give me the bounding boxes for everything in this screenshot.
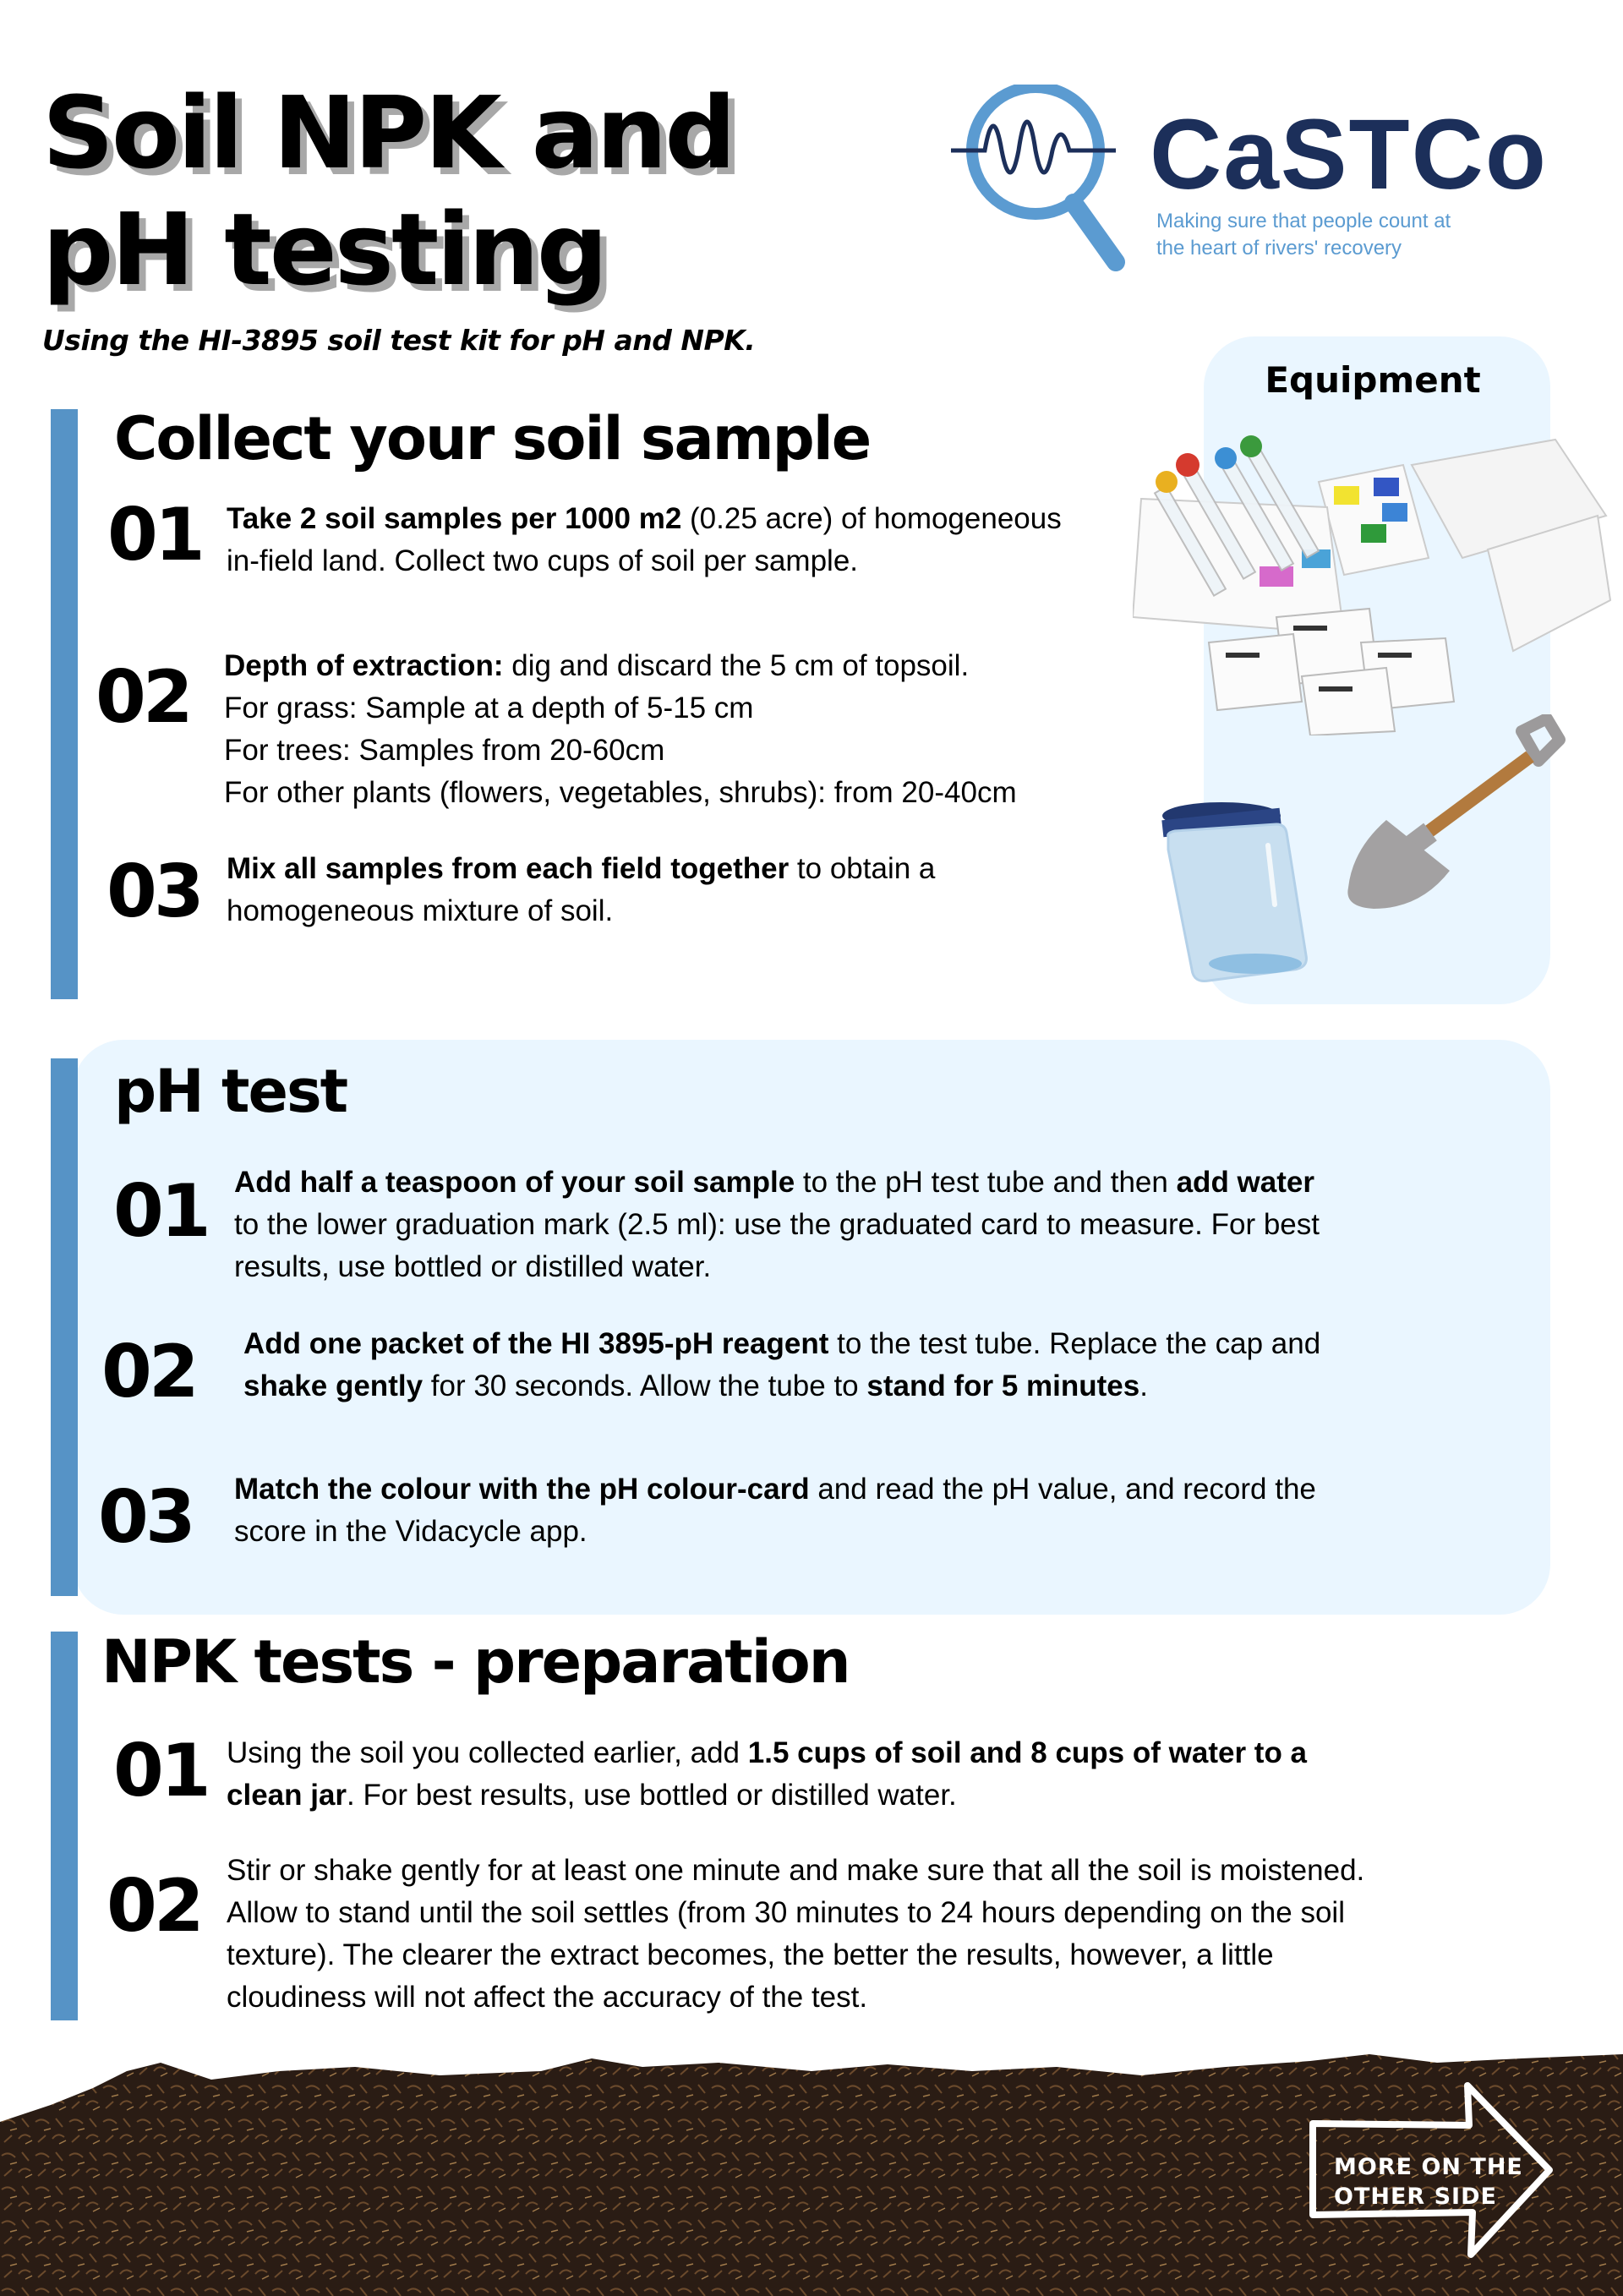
ph-step-2-body-3: .	[1139, 1369, 1148, 1402]
ph-step-1-bold-2: add water	[1176, 1166, 1314, 1199]
ph-section-title: pH test	[114, 1057, 347, 1126]
ph-step-2-bold-2: shake gently	[243, 1369, 424, 1402]
page-title	[42, 74, 734, 308]
ph-step-3-bold: Match the colour with the pH colour-card	[234, 1473, 810, 1506]
collect-step-3-text	[227, 848, 1072, 932]
npk-step-2-number: 02	[107, 1864, 201, 1949]
logo-wordmark: CaSTCo	[1150, 99, 1548, 210]
ph-step-3-text	[234, 1468, 1375, 1553]
logo-tagline-line-1: Making sure that people count at	[1156, 210, 1451, 232]
ph-step-2-body-1: to the test tube. Replace the cap and	[828, 1327, 1321, 1360]
ph-section-accent-bar	[51, 1058, 78, 1596]
ph-step-2-bold-3: stand for 5 minutes	[866, 1369, 1140, 1402]
test-kit-image	[1133, 431, 1615, 735]
logo-tagline	[1156, 208, 1451, 262]
collect-step-2-other-plants: For other plants (flowers, vegetables, shrubs): from 20-40cm	[224, 776, 1017, 809]
npk-step-1-text	[227, 1732, 1376, 1817]
magnifier-wave-icon	[947, 85, 1133, 279]
npk-step-1-bold: 1.5 cups of soil and 8 cups of water to a clean jar	[227, 1736, 1308, 1812]
collect-step-3-number: 03	[107, 850, 201, 934]
more-label-line-2: OTHER SIDE	[1334, 2184, 1497, 2210]
jar-icon	[1158, 790, 1327, 993]
collect-step-2-text	[224, 645, 1196, 814]
castco-logo	[947, 85, 1589, 279]
npk-section-accent-bar	[51, 1632, 78, 2020]
ph-step-1-body-1: to the pH test tube and then	[795, 1166, 1177, 1199]
collect-step-1-text	[227, 498, 1072, 582]
npk-step-2-body: Stir or shake gently for at least one minute and make sure that all the soil is moistened. Allow to stand until the soil settles (from 30 minutes to 24 hours depending on the soil texture). The clearer the extract becomes, the better the results, however, a little cloudiness will not affect the accuracy of the test.	[227, 1854, 1365, 2014]
npk-step-2-text	[227, 1850, 1376, 2019]
ph-step-3-body: and read the pH value, and record the score in the Vidacycle app.	[234, 1473, 1316, 1548]
npk-step-1-number: 01	[113, 1729, 208, 1813]
ph-step-3-number: 03	[98, 1475, 193, 1560]
page-subtitle: Using the HI-3895 soil test kit for pH and NPK.	[42, 324, 756, 357]
ph-step-1-number: 01	[113, 1169, 208, 1254]
collect-section-accent-bar	[51, 409, 78, 999]
page-title-line-2: pH testing	[42, 191, 606, 308]
collect-step-3-body: to obtain a homogeneous mixture of soil.	[227, 852, 936, 927]
ph-step-2-number: 02	[101, 1330, 196, 1414]
ph-step-1-body-2: to the lower graduation mark (2.5 ml): use the graduated card to measure. For best results, use bottled or distilled water.	[234, 1208, 1320, 1283]
logo-tagline-line-2: the heart of rivers' recovery	[1156, 237, 1402, 260]
ph-step-2-text	[243, 1323, 1376, 1408]
ph-step-2-bold-1: Add one packet of the HI 3895-pH reagent	[243, 1327, 829, 1360]
page-title-line-1: Soil NPK and	[42, 74, 734, 191]
collect-step-3-bold: Mix all samples from each field together	[227, 852, 790, 885]
equipment-title: Equipment	[1265, 359, 1481, 401]
ph-step-1-bold-1: Add half a teaspoon of your soil sample	[234, 1166, 795, 1199]
collect-section-title: Collect your soil sample	[114, 404, 871, 473]
collect-step-2-body: dig and discard the 5 cm of topsoil.	[503, 649, 970, 682]
collect-step-2-number: 02	[96, 655, 190, 740]
collect-step-1-number: 01	[107, 493, 202, 577]
ph-step-2-body-2: for 30 seconds. Allow the tube to	[423, 1369, 867, 1402]
collect-step-2-bold: Depth of extraction:	[224, 649, 504, 682]
npk-section-title: NPK tests - preparation	[101, 1627, 850, 1697]
collect-step-1-body: (0.25 acre) of homogeneous in-field land. Collect two cups of soil per sample.	[227, 502, 1062, 577]
more-on-other-side-label	[1334, 2152, 1523, 2211]
collect-step-2-grass: For grass: Sample at a depth of 5-15 cm	[224, 692, 754, 724]
npk-step-1-body-2: . For best results, use bottled or distilled water.	[347, 1779, 957, 1812]
more-label-line-1: MORE ON THE	[1334, 2154, 1523, 2180]
collect-step-1-bold: Take 2 soil samples per 1000 m2	[227, 502, 682, 535]
ph-step-1-text	[234, 1162, 1333, 1288]
npk-step-1-body-1: Using the soil you collected earlier, add	[227, 1736, 748, 1769]
collect-step-2-trees: For trees: Samples from 20-60cm	[224, 734, 665, 767]
shovel-icon	[1340, 714, 1568, 909]
